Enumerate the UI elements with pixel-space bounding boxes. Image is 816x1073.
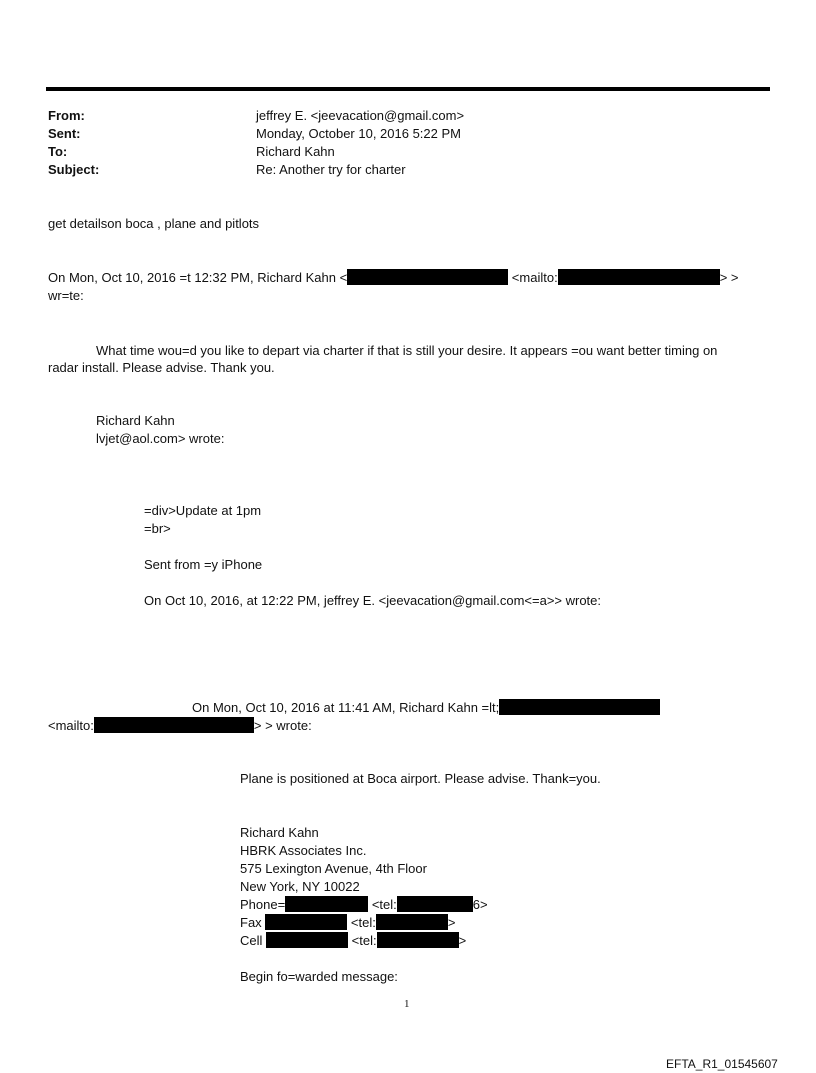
quote-1-text-b: <mailto:: [511, 270, 558, 285]
quote-1-text-a: On Mon, Oct 10, 2016 =t 12:32 PM, Richard Kahn <: [48, 270, 348, 285]
plane-positioned-line: Plane is positioned at Boca airport. Please advise. Thank=you.: [240, 771, 601, 786]
signature-1-name: Richard Kahn: [96, 413, 175, 428]
signature-1-line: lvjet@aol.com> wrote:: [96, 431, 225, 446]
redaction-block: [266, 932, 348, 948]
phone-tail: 6>: [472, 897, 488, 912]
from-label: From:: [48, 108, 85, 123]
cell-tel: <tel:: [351, 933, 377, 948]
signature-2-address: 575 Lexington Avenue, 4th Floor: [240, 861, 427, 876]
body-line-1: get detailson boca , plane and pitlots: [48, 216, 260, 231]
subject-label: Subject:: [48, 162, 100, 177]
redaction-block: [377, 932, 459, 948]
cell-tail: >: [458, 933, 467, 948]
cell-label: Cell: [240, 933, 263, 948]
signature-2-city: New York, NY 10022: [240, 879, 360, 894]
quote-1-wrote: wr=te:: [48, 288, 84, 303]
redaction-block: [558, 269, 720, 285]
begin-forwarded-message: Begin fo=warded message:: [240, 969, 398, 984]
signature-2-company: HBRK Associates Inc.: [240, 843, 367, 858]
quote-header-2: [192, 699, 660, 717]
para-1-line-b: radar install. Please advise. Thank you.: [48, 360, 275, 375]
redaction-block: [285, 896, 368, 912]
quote-1-text-c: > >: [719, 270, 739, 285]
phone-line: [240, 896, 488, 914]
phone-label: Phone=: [240, 897, 286, 912]
phone-tel: <tel:: [371, 897, 397, 912]
signature-2-name: Richard Kahn: [240, 825, 319, 840]
redaction-block: [347, 269, 508, 285]
fax-label: Fax: [240, 915, 262, 930]
redaction-block: [499, 699, 660, 715]
redaction-block: [265, 914, 347, 930]
fax-line: [240, 914, 455, 932]
to-value: Richard Kahn: [256, 144, 335, 159]
fax-tel: <tel:: [350, 915, 376, 930]
nested-div-line: =div>Update at 1pm: [144, 503, 262, 518]
sent-label: Sent:: [48, 126, 81, 141]
fax-tail: >: [447, 915, 456, 930]
sent-value: Monday, October 10, 2016 5:22 PM: [256, 126, 461, 141]
redaction-block: [94, 717, 254, 733]
cell-line: [240, 932, 466, 950]
subject-value: Re: Another try for charter: [256, 162, 406, 177]
quote-header-1: [48, 269, 738, 287]
page-number: 1: [404, 998, 410, 1010]
to-label: To:: [48, 144, 68, 159]
nested-sent-from: Sent from =y iPhone: [144, 557, 263, 572]
para-1-line-a: What time wou=d you like to depart via charter if that is still your desire. It appears =ou want better timing on: [96, 343, 718, 358]
quote-2-text-a: On Mon, Oct 10, 2016 at 11:41 AM, Richard Kahn =lt;: [192, 700, 500, 715]
header-rule: [46, 87, 770, 91]
document-id-footer: EFTA_R1_01545607: [666, 1057, 778, 1071]
redaction-block: [397, 896, 473, 912]
nested-br-line: =br>: [144, 521, 171, 536]
quote-2-text-b: <mailto:: [48, 718, 94, 733]
nested-quote-header: On Oct 10, 2016, at 12:22 PM, jeffrey E. <jeevacation@gmail.com<=a>> wrote:: [144, 593, 602, 608]
quote-2-text-c: > > wrote:: [253, 718, 312, 733]
redaction-block: [376, 914, 448, 930]
from-value: jeffrey E. <jeevacation@gmail.com>: [256, 108, 465, 123]
quote-2-mailto: [48, 717, 312, 735]
